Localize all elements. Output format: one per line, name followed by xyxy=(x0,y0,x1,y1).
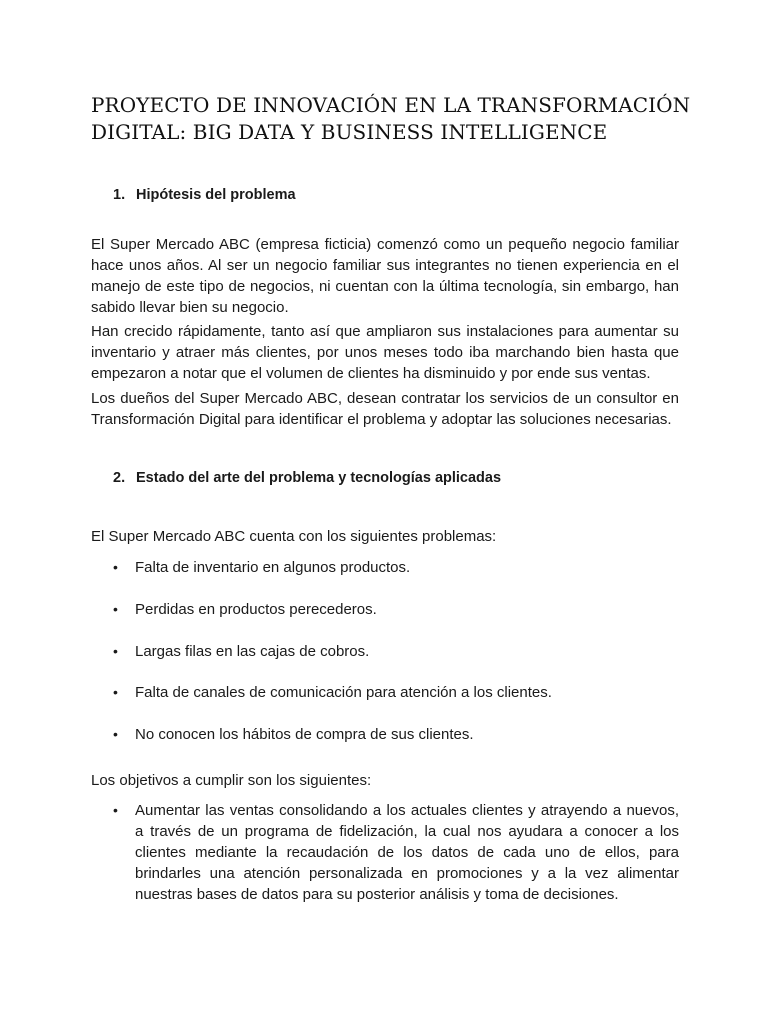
problem-list-item xyxy=(113,599,377,620)
list-item-text: No conocen los hábitos de compra de sus clientes. xyxy=(135,726,474,743)
section-heading-estado-del-arte xyxy=(113,469,501,487)
bullet-icon: • xyxy=(113,726,118,742)
document-title xyxy=(91,92,691,146)
problem-list-item xyxy=(113,682,552,703)
section-number: 2. xyxy=(113,470,126,486)
text-line: Los dueños del Super Mercado ABC, desean contratar los servicios de un consultor en xyxy=(91,390,679,407)
section-heading-hipotesis xyxy=(113,186,296,204)
bullet-icon: • xyxy=(113,559,118,575)
section-title: Hipótesis del problema xyxy=(136,187,296,203)
paragraph-owners xyxy=(91,388,679,430)
problem-list-item xyxy=(113,557,410,578)
list-item-text: Falta de inventario en algunos productos. xyxy=(135,559,411,576)
objective-text xyxy=(135,800,679,905)
paragraph-growth xyxy=(91,321,679,384)
bullet-icon: • xyxy=(113,802,118,818)
text-line: clientes mediante la recaudación de los datos de cada uno de ellos, para xyxy=(135,844,679,861)
title-line: PROYECTO DE INNOVACIÓN EN LA TRANSFORMACIÓN xyxy=(91,93,691,117)
problem-list-item xyxy=(113,641,369,662)
list-item-text: Falta de canales de comunicación para atención a los clientes. xyxy=(135,684,552,701)
text-line: empezaron a notar que el volumen de clientes ha disminuido y por ende sus ventas. xyxy=(91,365,651,382)
objectives-intro: Los objetivos a cumplir son los siguientes: xyxy=(91,772,372,789)
list-item-text: Largas filas en las cajas de cobros. xyxy=(135,643,370,660)
section-title: Estado del arte del problema y tecnologías aplicadas xyxy=(136,470,502,486)
text-line: Aumentar las ventas consolidando a los actuales clientes y atrayendo a nuevos, xyxy=(135,802,679,819)
text-line: manejo de este tipo de negocios, ni cuentan con la última tecnología, sin embargo, han xyxy=(91,278,679,295)
text-line: El Super Mercado ABC (empresa ficticia) comenzó como un pequeño negocio familiar xyxy=(91,236,679,253)
text-line: hace unos años. Al ser un negocio familiar sus integrantes no tienen experiencia en el xyxy=(91,257,679,274)
text-line: sabido llevar bien su negocio. xyxy=(91,299,289,316)
text-line: Transformación Digital para identificar el problema y adoptar las soluciones necesarias. xyxy=(91,411,672,428)
text-line: nuestras bases de datos para su posterior análisis y toma de decisiones. xyxy=(135,886,619,903)
section-number: 1. xyxy=(113,187,126,203)
title-line: DIGITAL: BIG DATA Y BUSINESS INTELLIGENCE xyxy=(91,120,608,144)
problem-list-item xyxy=(113,724,474,745)
problems-intro: El Super Mercado ABC cuenta con los siguientes problemas: xyxy=(91,528,497,545)
text-line: inventario y atraer más clientes, por unos meses todo iba marchando bien hasta que xyxy=(91,344,679,361)
list-item-text: Perdidas en productos perecederos. xyxy=(135,601,377,618)
text-line: a través de un programa de fidelización, la cual nos ayudara a conocer a los xyxy=(135,823,679,840)
text-line: Han crecido rápidamente, tanto así que ampliaron sus instalaciones para aumentar su xyxy=(91,323,679,340)
bullet-icon: • xyxy=(113,601,118,617)
bullet-icon: • xyxy=(113,643,118,659)
text-line: brindarles una atención personalizada en promociones y a la vez alimentar xyxy=(135,865,679,882)
bullet-icon: • xyxy=(113,684,118,700)
paragraph-intro xyxy=(91,234,679,318)
